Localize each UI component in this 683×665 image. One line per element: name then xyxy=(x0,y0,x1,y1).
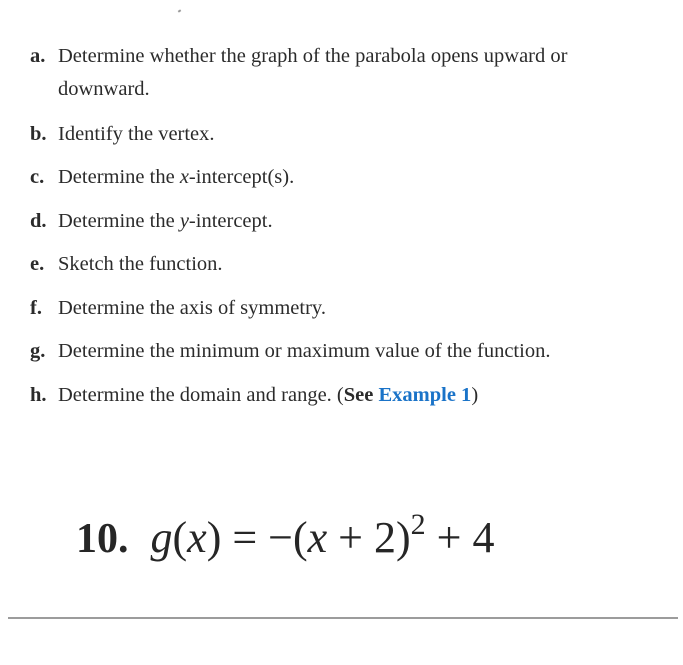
function-name: g xyxy=(150,513,173,562)
list-item-c xyxy=(30,161,650,193)
variable-x: x xyxy=(179,166,189,188)
problem-equation xyxy=(76,508,494,569)
item-letter: c. xyxy=(30,166,45,188)
item-letter: f. xyxy=(30,296,42,319)
equation-tail: + 4 xyxy=(425,513,495,562)
item-letter: a. xyxy=(30,45,46,67)
example-link[interactable]: Example 1 xyxy=(378,383,472,406)
item-text: Determine the y-intercept. xyxy=(58,209,273,232)
list-item-e xyxy=(30,248,650,280)
equation-equals: = −( xyxy=(221,513,308,562)
divider xyxy=(8,617,678,619)
item-text: Sketch the function. xyxy=(58,253,223,275)
problem-number: 10. xyxy=(76,516,129,562)
item-text: Identify the vertex. xyxy=(58,122,215,145)
stray-mark xyxy=(178,9,182,12)
see-label: See xyxy=(343,383,374,406)
variable-y: y xyxy=(179,209,189,232)
item-letter: d. xyxy=(30,209,47,232)
item-text: Determine the domain and range. (See Example 1) xyxy=(58,383,479,406)
instruction-list xyxy=(30,40,650,422)
equation-exponent: 2 xyxy=(410,508,426,541)
item-letter: b. xyxy=(30,122,47,145)
item-text: Determine the axis of symmetry. xyxy=(58,296,326,319)
list-item-d xyxy=(30,205,650,237)
list-item-b xyxy=(30,118,650,150)
item-text: Determine the x-intercept(s). xyxy=(58,166,295,188)
list-item-h xyxy=(30,379,650,411)
function-arg: (x) xyxy=(172,513,222,562)
item-letter: e. xyxy=(30,253,45,275)
equation-variable: x xyxy=(307,513,328,562)
list-item-g xyxy=(30,335,650,367)
item-text: Determine whether the graph of the parabola opens upward or downward. xyxy=(58,45,568,100)
item-letter: h. xyxy=(30,383,47,406)
list-item-a xyxy=(30,40,650,106)
list-item-f xyxy=(30,292,650,324)
equation-inner: + 2) xyxy=(327,513,411,562)
item-letter: g. xyxy=(30,340,46,362)
item-text: Determine the minimum or maximum value of the function. xyxy=(58,340,551,362)
